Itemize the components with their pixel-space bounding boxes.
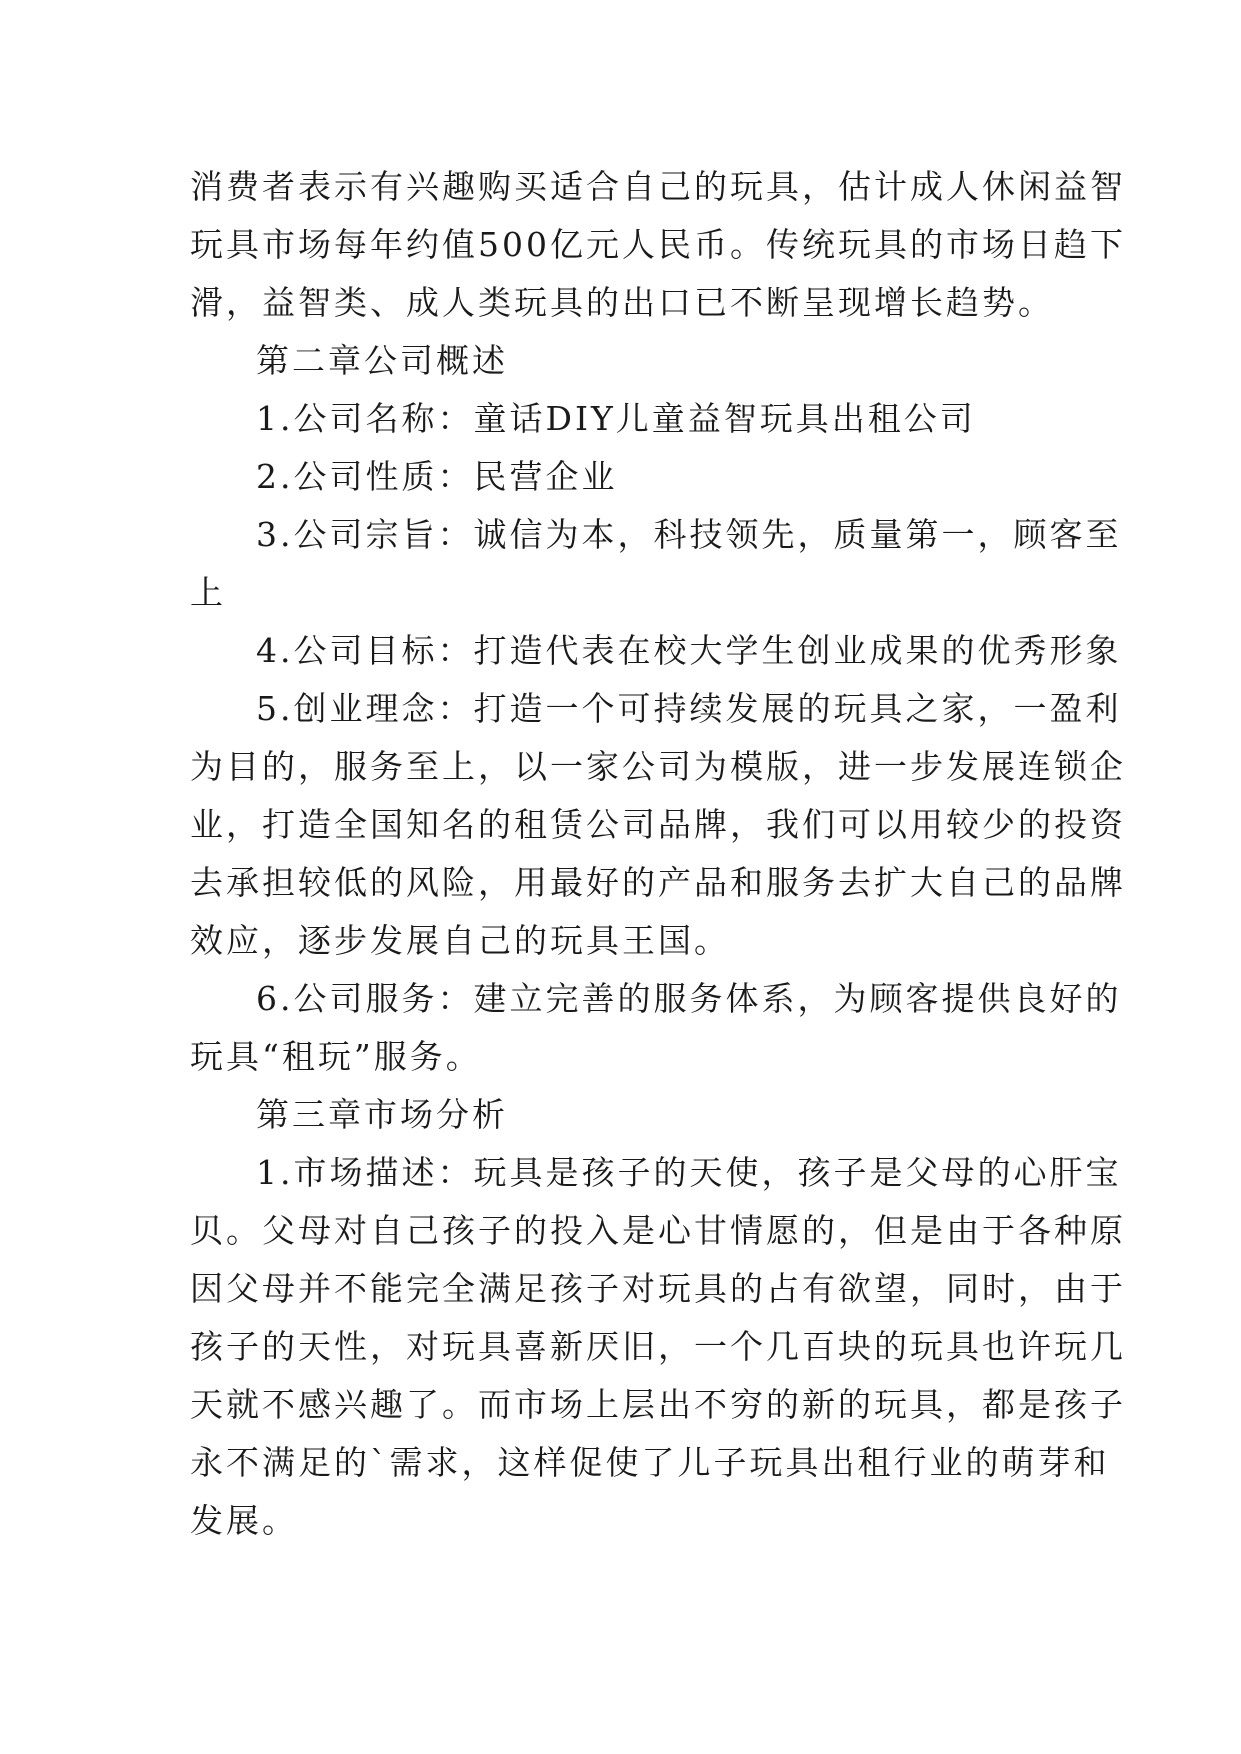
text-line: 玩具市场每年约值500亿元人民币。传统玩具的市场日趋下 [190, 225, 1126, 264]
text-line: 为目的，服务至上，以一家公司为模版，进一步发展连锁企 [190, 747, 1126, 786]
text-line: 去承担较低的风险，用最好的产品和服务去扩大自己的品牌 [190, 863, 1126, 902]
document-body [190, 158, 1126, 1550]
text-line: 效应，逐步发展自己的玩具王国。 [190, 921, 730, 960]
text-line: 6.公司服务：建立完善的服务体系，为顾客提供良好的 [256, 979, 1122, 1018]
chapter-heading: 第三章市场分析 [256, 1095, 508, 1134]
text-line: 5.创业理念：打造一个可持续发展的玩具之家，一盈利 [256, 689, 1122, 728]
text-line: 玩具“租玩”服务。 [190, 1037, 482, 1076]
text-line: 4.公司目标：打造代表在校大学生创业成果的优秀形象 [256, 631, 1122, 670]
text-line: 滑，益智类、成人类玩具的出口已不断呈现增长趋势。 [190, 283, 1054, 322]
text-line: 业，打造全国知名的租赁公司品牌，我们可以用较少的投资 [190, 805, 1126, 844]
text-line: 贝。父母对自己孩子的投入是心甘情愿的，但是由于各种原 [190, 1211, 1126, 1250]
text-line: 2.公司性质：民营企业 [256, 457, 618, 496]
chapter-heading: 第二章公司概述 [256, 341, 508, 380]
text-line: 1.公司名称：童话DIY儿童益智玩具出租公司 [256, 399, 976, 438]
text-line: 3.公司宗旨：诚信为本，科技领先，质量第一，顾客至 [256, 515, 1122, 554]
text-line: 天就不感兴趣了。而市场上层出不穷的新的玩具，都是孩子 [190, 1385, 1126, 1424]
text-line: 发展。 [190, 1501, 298, 1540]
text-line: 孩子的天性，对玩具喜新厌旧，一个几百块的玩具也许玩几 [190, 1327, 1126, 1366]
text-line: 消费者表示有兴趣购买适合自己的玩具，估计成人休闲益智 [190, 167, 1126, 206]
text-line: 永不满足的`需求，这样促使了儿子玩具出租行业的萌芽和 [190, 1443, 1110, 1482]
text-line: 因父母并不能完全满足孩子对玩具的占有欲望，同时，由于 [190, 1269, 1126, 1308]
text-line: 1.市场描述：玩具是孩子的天使，孩子是父母的心肝宝 [256, 1153, 1122, 1192]
text-line: 上 [190, 573, 226, 612]
